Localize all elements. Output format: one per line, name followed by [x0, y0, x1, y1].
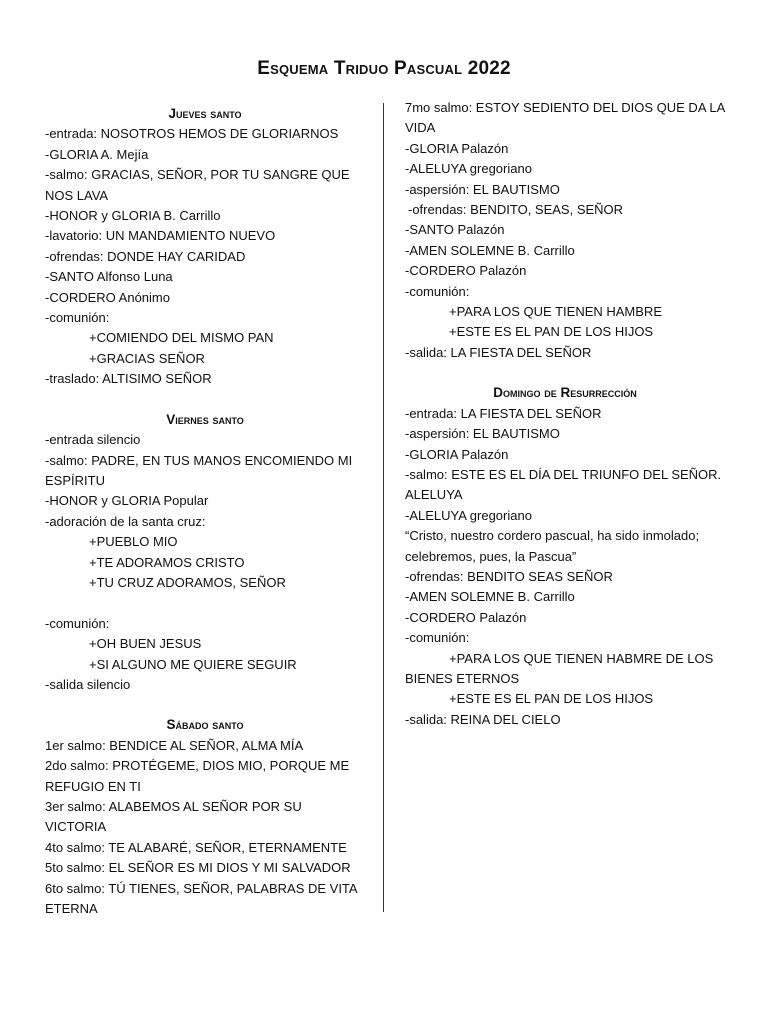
list-item: -salida silencio	[45, 676, 131, 692]
list-item: -adoración de la santa cruz:	[45, 513, 206, 529]
list-item: -salmo: PADRE, EN TUS MANOS ENCOMIENDO MI ESPÍRITU	[45, 452, 353, 488]
list-item: -ofrendas: BENDITO, SEAS, SEÑOR	[408, 202, 624, 218]
list-item: -AMEN SOLEMNE B. Carrillo	[405, 589, 575, 605]
list-item: -salida: REINA DEL CIELO	[405, 711, 561, 727]
right-column	[405, 100, 725, 750]
list-item: -GLORIA Palazón	[405, 140, 509, 156]
list-item: -SANTO Alfonso Luna	[45, 269, 173, 285]
list-item: -aspersión: EL BAUTISMO	[405, 426, 560, 442]
list-item: -lavatorio: UN MANDAMIENTO NUEVO	[45, 228, 276, 244]
list-item: -CORDERO Palazón	[405, 609, 527, 625]
list-item: -AMEN SOLEMNE B. Carrillo	[405, 242, 575, 258]
list-item: +OH BUEN JESUS	[89, 636, 202, 652]
list-item: -ofrendas: BENDITO SEAS SEÑOR	[405, 568, 613, 584]
list-item: 2do salmo: PROTÉGEME, DIOS MIO, PORQUE ME REFUGIO EN TI	[45, 758, 350, 794]
list-item: -SANTO Palazón	[405, 222, 505, 238]
list-item: 7mo salmo: ESTOY SEDIENTO DEL DIOS QUE DA LA VIDA	[405, 100, 725, 136]
list-item: +PARA LOS QUE TIENEN HAMBRE	[449, 304, 662, 320]
list-item: -ofrendas: DONDE HAY CARIDAD	[45, 248, 246, 264]
section-viernes-santo	[45, 410, 365, 696]
list-item: -entrada: LA FIESTA DEL SEÑOR	[405, 405, 602, 421]
list-item: -ALELUYA gregoriano	[405, 161, 532, 177]
list-item: +ESTE ES EL PAN DE LOS HIJOS	[449, 324, 654, 340]
list-item: +COMIENDO DEL MISMO PAN	[89, 330, 274, 346]
list-item	[405, 649, 725, 690]
list-item: -traslado: ALTISIMO SEÑOR	[45, 371, 212, 387]
list-item: -HONOR y GLORIA B. Carrillo	[45, 208, 221, 224]
section-sabado-santo	[45, 715, 365, 919]
section-domingo-resurreccion	[405, 383, 725, 730]
list-item: +ESTE ES EL PAN DE LOS HIJOS	[449, 691, 654, 707]
list-item: -comunión:	[45, 310, 110, 326]
section-heading: Jueves santo	[168, 106, 242, 121]
document-title: Esquema Triduo Pascual 2022	[257, 58, 511, 79]
list-item: -entrada: NOSOTROS HEMOS DE GLORIARNOS	[45, 126, 339, 142]
section-jueves-santo	[45, 104, 365, 390]
list-item: 1er salmo: BENDICE AL SEÑOR, ALMA MÍA	[45, 737, 304, 753]
column-divider	[383, 103, 384, 912]
list-item: 6to salmo: TÚ TIENES, SEÑOR, PALABRAS DE VITA ETERNA	[45, 880, 357, 917]
list-item: +PUEBLO MIO	[89, 534, 178, 550]
list-item: -salida: LA FIESTA DEL SEÑOR	[405, 344, 592, 360]
list-item: +GRACIAS SEÑOR	[89, 350, 205, 366]
section-heading: Sábado santo	[166, 717, 244, 733]
list-item: -GLORIA Palazón	[405, 446, 509, 462]
list-item: -comunión:	[405, 630, 470, 646]
left-column	[45, 104, 365, 939]
list-item: -comunión:	[45, 615, 110, 631]
list-item: +SI ALGUNO ME QUIERE SEGUIR	[89, 656, 297, 672]
list-item: +TE ADORAMOS CRISTO	[89, 554, 245, 570]
list-item: -aspersión: EL BAUTISMO	[405, 181, 560, 197]
list-item: -CORDERO Anónimo	[45, 289, 170, 305]
list-item: -HONOR y GLORIA Popular	[45, 493, 209, 509]
section-sabado-santo-continued	[405, 98, 725, 363]
section-heading: Viernes santo	[166, 411, 244, 427]
list-item: -ALELUYA gregoriano	[405, 507, 532, 523]
list-item: “Cristo, nuestro cordero pascual, ha sido inmolado; celebremos, pues, la Pascua”	[405, 528, 700, 564]
list-item: -comunión:	[405, 283, 470, 299]
list-item: -GLORIA A. Mejía	[45, 146, 149, 162]
list-item: -salmo: ESTE ES EL DÍA DEL TRIUNFO DEL SEÑOR. ALELUYA	[405, 466, 722, 503]
list-item: -salmo: GRACIAS, SEÑOR, POR TU SANGRE QUE NOS LAVA	[45, 167, 350, 203]
list-item: -entrada silencio	[45, 432, 141, 448]
list-item: -CORDERO Palazón	[405, 263, 527, 279]
list-item: 4to salmo: TE ALABARÉ, SEÑOR, ETERNAMENTE	[45, 839, 347, 855]
list-item-text: +PARA LOS QUE TIENEN HABMRE DE LOS BIENES ETERNOS	[405, 650, 714, 686]
section-heading: Domingo de Resurrección	[493, 385, 637, 401]
list-item: 3er salmo: ALABEMOS AL SEÑOR POR SU VICTORIA	[45, 798, 302, 835]
blank-line	[45, 593, 365, 613]
list-item: +TU CRUZ ADORAMOS, SEÑOR	[89, 574, 286, 590]
list-item: 5to salmo: EL SEÑOR ES MI DIOS Y MI SALVADOR	[45, 860, 351, 876]
